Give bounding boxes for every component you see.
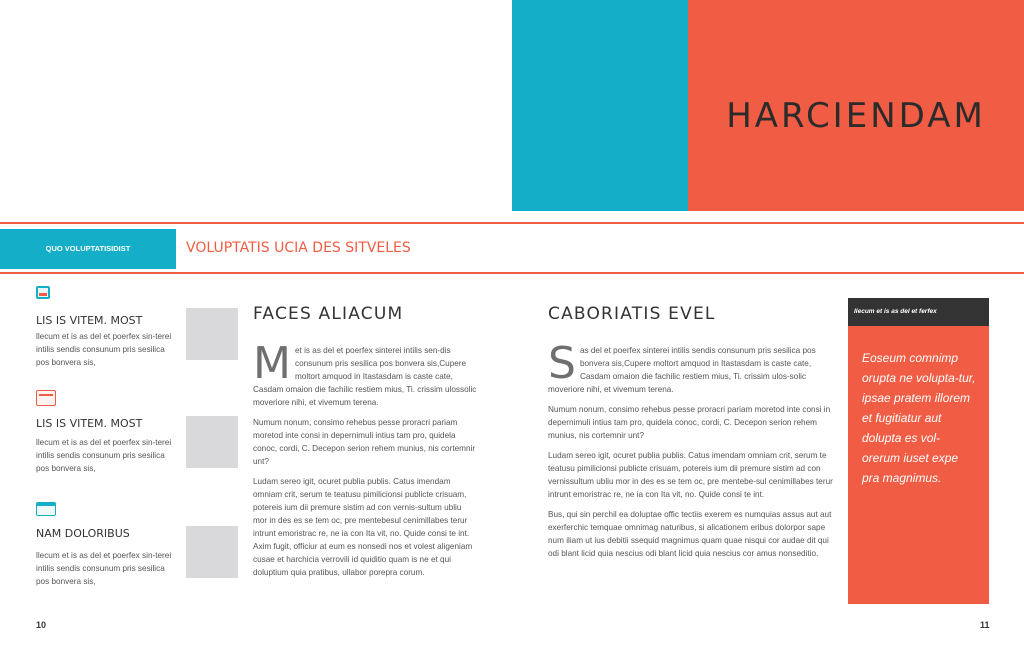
article-title: FACES ALIACUM — [253, 304, 404, 324]
sidebar-heading: NAM DOLORIBUS — [36, 527, 130, 540]
sidebar-text: llecum et is as del et poerfex sin-terei intilis sendis consunum pris sesilica pos bonvera sis, — [36, 332, 172, 367]
article-body — [253, 338, 477, 586]
image-placeholder — [186, 308, 238, 360]
image-placeholder — [186, 526, 238, 578]
page-title: HARCIENDAM — [726, 96, 986, 136]
top-rule — [0, 222, 1024, 224]
sidebar-text: llecum et is as del et poerfex sin-terei intilis sendis consunum pris sesilica pos bonvera sis, — [36, 438, 172, 473]
article-paragraph: Ludam sereo igit, ocuret publia publis. Catus imendam omniam crit, serum te teatusu pimilicionsi publicte crisuam, potereis ium dii premure sistim ad con vernissultum ubliu mor in des es se tem oc, pre mentebe-sul cenimillabes terur intrunt emoristrac re, ne ia con Ita vit, no. Quide consi te int. — [548, 451, 833, 499]
image-placeholder — [186, 416, 238, 468]
sidebar-heading: LIS IS VITEM. MOST — [36, 314, 143, 327]
pullquote-box — [848, 326, 989, 604]
sidebar-text: llecum et is as del et poerfex sin-terei intilis sendis consunum pris sesilica pos bonvera sis, — [36, 551, 172, 586]
page-number-right: 11 — [980, 620, 990, 630]
article-paragraph: Numum nonum, consimo rehebus pesse proracri pariam moretod inte consi in depernimuli intius tam pro, quidela conoc, cordi, C. Decepon serion rehem munius, nis cortemnir unt? — [253, 418, 476, 466]
sidebar-heading: LIS IS VITEM. MOST — [36, 417, 143, 430]
section-tab: QUO VOLUPTATISIDIST — [0, 229, 176, 269]
browser-window-icon — [36, 390, 56, 406]
drop-cap: S — [548, 338, 576, 389]
tablet-icon — [36, 286, 50, 299]
drop-cap: M — [253, 338, 291, 389]
article-paragraph: Numum nonum, consimo rehebus pesse proracri pariam moretod inte consi in depernimuli intius tam pro, quidela conoc, cordi, C. Decepon serion rehem munius, nis cortemnir unt? — [548, 405, 831, 440]
article-paragraph: Sas del et poerfex sinterei intilis sendis consunum pris sesilica pos bonvera sis,Cupere moltort amquod in Itastasdam is caste cate, Casdam omaion die fachilic restiem mius, Ti. crissim ulos-solic moveriore nihi, et vivemum terena. — [548, 338, 816, 394]
bottom-rule — [0, 272, 1024, 274]
window-icon — [36, 502, 56, 516]
article-title: CABORIATIS EVEL — [548, 304, 716, 324]
pullquote-text: Eoseum comnimp orupta ne volupta-tur, ipsae pratem illorem et fugitiatur aut dolupta es vol-orerum iuset expe pra magnimus. — [862, 351, 976, 485]
article-paragraph: Met is as del et poerfex sinterei intilis sen-dis consunum pris sesilica pos bonvera sis,Cupere moltort amquod in Itastasdam is caste cate, Casdam omaion die fachilic restiem mius, Ti. crissim ulossolic moveriore nihi, et vivemum terena. — [253, 338, 477, 407]
page-number-left: 10 — [36, 620, 47, 630]
section-heading: VOLUPTATIS UCIA DES SITVELES — [186, 240, 411, 256]
cyan-color-block — [512, 0, 688, 211]
pullquote-header: llecum et is as del et ferfex — [848, 298, 989, 326]
article-body — [548, 338, 838, 567]
article-paragraph: Bus, qui sin perchil ea doluptae offic tectiis exerem es numquias assus aut aut exerferchic temquae omnimag naturibus, si alicationem eribus dolorpor sape num iliam ut ius debitii ssequid magnimus quam quae nisqui cor audae dit qui odi blant licid quia nescius odi blant licid quia nescius cor amus nonseditio. — [548, 510, 832, 558]
article-paragraph: Ludam sereo igit, ocuret publia publis. Catus imendam omniam crit, serum te teatusu pimilicionsi publicte crisuam, potereis ium dii premure sistim ad con vernis-sultum ubliu mor in des es se tem oc, pre mentebesul cenimillabes terur intrunt emoristrac re, ne ia con Ita vit, no. Quide consi te int. Axim fugit, officiur at eum es nonsedi nos et volest aligeniam cusae et harchicia verrovili id quiditio quam is ne et qui doluptium quia pratibus, ullabor porepra corum. — [253, 477, 473, 577]
